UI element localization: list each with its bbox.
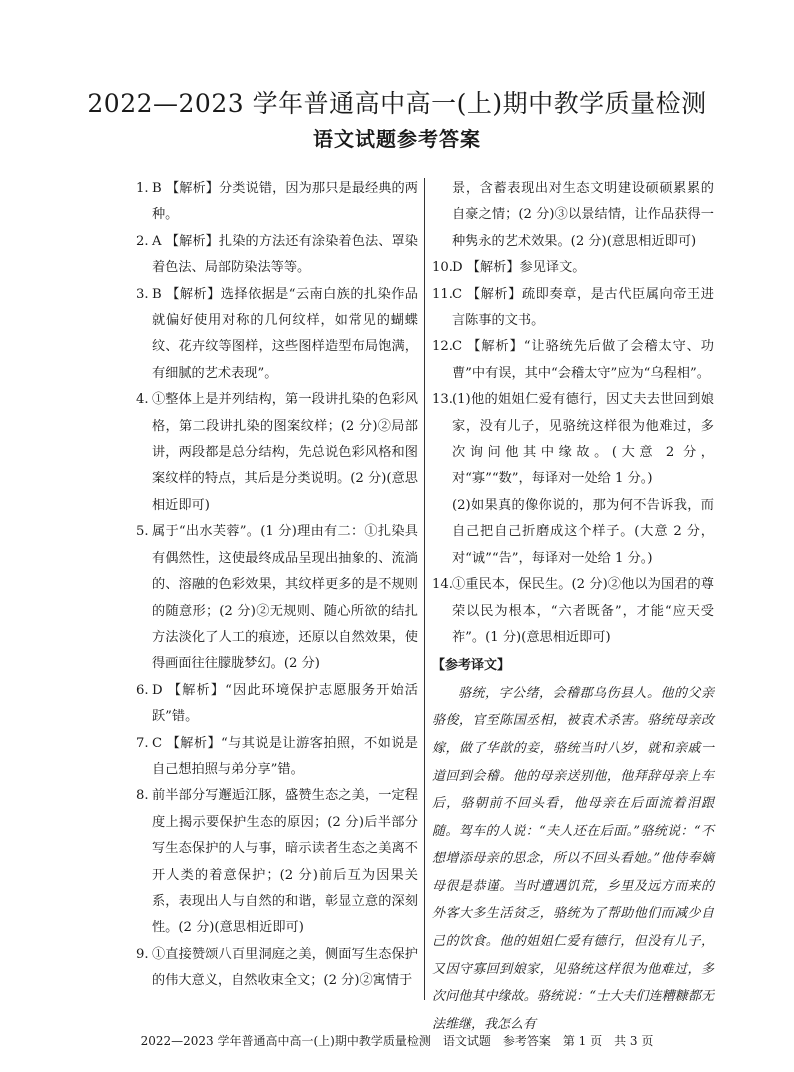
- answer-item: [432, 255, 714, 281]
- item-text: 前半部分写邂逅江豚，盛赞生态之美，一定程度上揭示要保护生态的原因；(2 分)后半部分写生态保护的人与事，暗示读者生态之美离不开人类的着意保护；(2 分)前后互为因果关系，表现出人与自然的和谐，彰显立意的深刻性。(2 分)(意思相近即可): [152, 788, 418, 936]
- item-number: 4.: [136, 392, 149, 408]
- item-text: 景，含蓄表现出对生态文明建设硕硕累累的自豪之情；(2 分)③以景结情，让作品获得一种隽永的艺术效果。(2 分)(意思相近即可): [452, 181, 714, 249]
- reference-translation-heading: 【参考译文】: [432, 658, 511, 674]
- item-number: 3.: [136, 286, 149, 302]
- answer-item: [136, 229, 418, 282]
- answer-item: [432, 176, 714, 255]
- answer-item: [432, 282, 714, 335]
- answer-item: [432, 493, 714, 572]
- item-text: B 【解析】分类说错，因为那只是最经典的两种。: [152, 181, 418, 223]
- item-text: D 【解析】“因此环境保护志愿服务开始活跃”错。: [152, 682, 418, 725]
- answer-item: [136, 783, 418, 941]
- item-number: 13.: [432, 392, 453, 408]
- item-number: 8.: [136, 788, 149, 804]
- item-number: 9.: [136, 946, 149, 962]
- answer-item: [432, 334, 714, 387]
- answer-item: [136, 519, 418, 677]
- item-text: (1)他的姐姐仁爱有德行，因丈夫去世回到娘家，没有儿子，见骆统这样很为他难过，多次询问他其中缘故。(大意 2 分，对“寡”“数”，每译对一处给 1 分。): [452, 392, 714, 487]
- answer-item: [432, 387, 714, 493]
- item-text: (2)如果真的像你说的，那为何不告诉我，而自己把自己折磨成这个样子。(大意 2 分，对“诚”“告”，每译对一处给 1 分。): [452, 497, 714, 566]
- item-number: 11.: [432, 286, 453, 302]
- answer-item: [136, 282, 418, 388]
- answer-item: [136, 678, 418, 731]
- item-number: 7.: [136, 735, 149, 751]
- item-text: ①重民本，保民生。(2 分)②他以为国君的尊荣以民为根本，“六者既备”，才能“应天受祚”。(1 分)(意思相近即可): [452, 577, 714, 645]
- item-number: 12.: [432, 339, 453, 355]
- item-number: 6.: [136, 682, 149, 698]
- page-title: 2022—2023 学年普通高中高一(上)期中教学质量检测: [87, 89, 707, 118]
- column-divider: [424, 178, 425, 1000]
- item-text: C 【解析】“让骆统先后做了会稽太守、功曹”中有误，其中“会稽太守”应为“乌程相”。: [452, 339, 714, 381]
- item-text: C 【解析】“与其说是让游客拍照，不如说是自己想拍照与弟分享”错。: [152, 735, 418, 777]
- answer-item: [136, 942, 418, 995]
- item-text: A 【解析】扎染的方法还有涂染着色法、罩染着色法、局部防染法等等。: [152, 233, 418, 276]
- item-text: 属于“出水芙蓉”。(1 分)理由有二：①扎染具有偶然性，这使最终成品呈现出抽象的、流淌的、溶融的色彩效果，其纹样更多的是不规则的随意形；(2 分)②无规则、随心所欲的结扎方法淡化了人工的痕迹，还原以自然效果，使得画面往往朦胧梦幻。(2 分): [152, 524, 418, 672]
- item-number: 1.: [136, 181, 149, 196]
- item-text: D 【解析】参见译文。: [452, 260, 586, 276]
- item-text: C 【解析】疏即奏章，是古代臣属向帝王进言陈事的文书。: [452, 286, 714, 329]
- item-number: 2.: [136, 233, 149, 249]
- answer-item: [136, 387, 418, 519]
- right-column: [432, 176, 714, 1038]
- item-number: 5.: [136, 524, 149, 540]
- reference-translation: [432, 680, 714, 1039]
- item-text: ①整体上是并列结构，第一段讲扎染的色彩风格，第二段讲扎染的图案纹样；(2 分)②局部讲，两段都是总分结构，先总说色彩风格和图案纹样的特点，其后是分类说明。(2 分)(意思相近即可): [152, 392, 418, 513]
- item-number: 10.: [432, 260, 453, 276]
- item-number: 14.: [432, 577, 453, 593]
- translation-paragraph: 骆统，字公绪，会稽郡乌伤县人。他的父亲骆俊，官至陈国丞相，被袁术杀害。骆统母亲改嫁，做了华歆的妾，骆统当时八岁，就和亲戚一道回到会稽。他的母亲送别他，他拜辞母亲上车后，骆朝前不回头看，他母亲在后面流着泪跟随。驾车的人说：“夫人还在后面。”骆统说：“不想增添母亲的思念，所以不回头看她。”他侍奉嫡母很是恭谨。当时遭遇饥荒，乡里及远方而来的外客大多生活贫乏，骆统为了帮助他们而减少自己的饮食。他的姐姐仁爱有德行，但没有儿子，又因守寡回到娘家，见骆统这样很为他难过，多次问他其中缘故。骆统说：“士大夫们连糟糠都无法维继，我怎么有: [432, 685, 714, 1032]
- page-footer: 2022—2023 学年普通高中高一(上)期中教学质量检测 语文试题 参考答案 第 1 页 共 3 页: [140, 1034, 654, 1048]
- item-text: B 【解析】选择依据是“云南白族的扎染作品就偏好使用对称的几何纹样，如常见的蝴蝶纹、花卉纹等图样，这些图样造型布局饱满，有细腻的艺术表现”。: [152, 286, 418, 381]
- answer-item: [136, 176, 418, 229]
- answer-item: [136, 731, 418, 784]
- left-column: [136, 176, 418, 995]
- page-subtitle: 语文试题参考答案: [313, 127, 481, 151]
- item-text: ①直接赞颂八百里洞庭之美，侧面写生态保护的伟大意义，自然收束全文；(2 分)②寓情于: [152, 946, 418, 989]
- answer-item: [432, 572, 714, 651]
